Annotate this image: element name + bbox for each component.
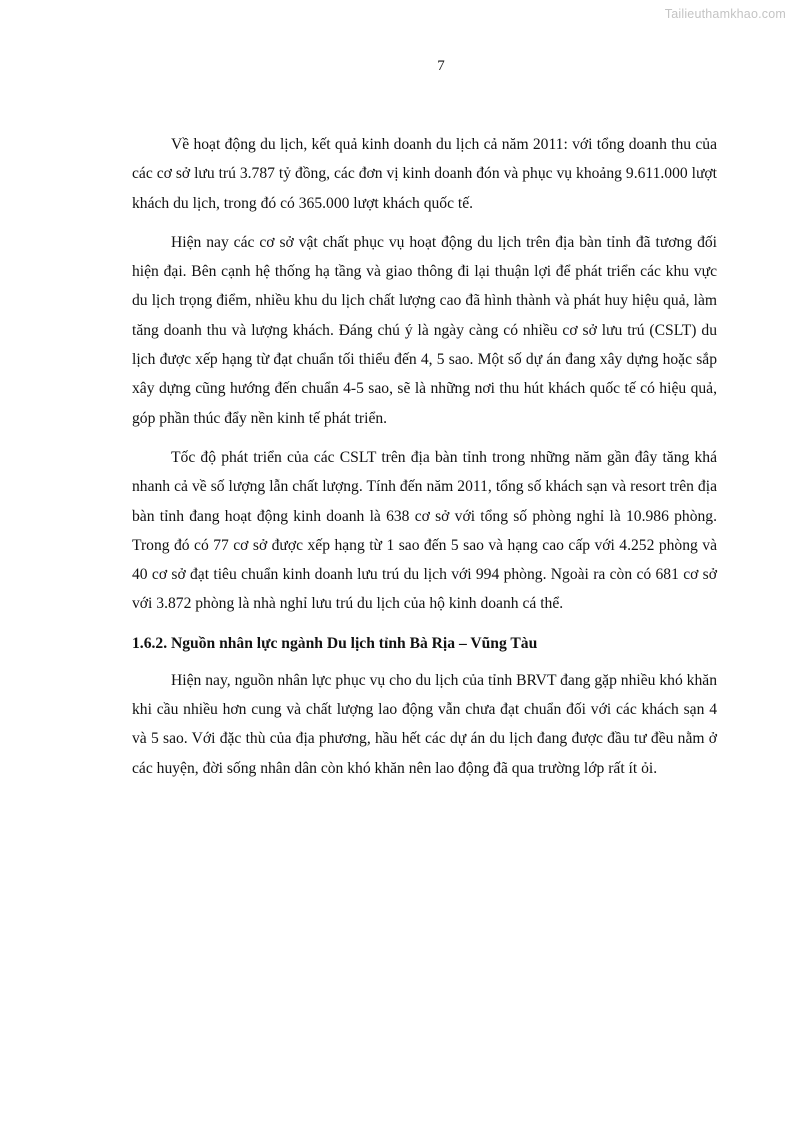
section-heading: 1.6.2. Nguồn nhân lực ngành Du lịch tỉnh Bà Rịa – Vũng Tàu: [132, 634, 538, 652]
watermark: Tailieuthamkhao.com: [664, 7, 786, 21]
page-number: 7: [437, 58, 445, 74]
paragraph-accommodation-growth: Tốc độ phát triển của các CSLT trên địa bàn tỉnh trong những năm gần đây tăng khá nhanh cả về số lượng lẫn chất lượng. Tính đến năm 2011, tổng số khách sạn và resort trên địa bàn tỉnh đang hoạt động kinh doanh là 638 cơ sở với tổng số phòng nghỉ là 10.986 phòng. Trong đó có 77 cơ sở được xếp hạng từ 1 sao đến 5 sao và hạng cao cấp với 4.252 phòng và 40 cơ sở đạt tiêu chuẩn kinh doanh lưu trú du lịch với 994 phòng. Ngoài ra còn có 681 cơ sở với 3.872 phòng là nhà nghỉ lưu trú du lịch của hộ kinh doanh cá thể.: [132, 448, 717, 613]
document-body: [132, 130, 717, 793]
paragraph-infrastructure: Hiện nay các cơ sở vật chất phục vụ hoạt động du lịch trên địa bàn tỉnh đã tương đối hiện đại. Bên cạnh hệ thống hạ tầng và giao thông đi lại thuận lợi để phát triển các khu vực du lịch trọng điểm, nhiều khu du lịch chất lượng cao đã hình thành và phát huy hiệu quả, làm tăng doanh thu và lượng khách. Đáng chú ý là ngày càng có nhiều cơ sở lưu trú (CSLT) du lịch được xếp hạng từ đạt chuẩn tối thiểu đến 4, 5 sao. Một số dự án đang xây dựng hoặc sắp xây dựng cũng hướng đến chuẩn 4-5 sao, sẽ là những nơi thu hút khách quốc tế có hiệu quả, góp phần thúc đẩy nền kinh tế phát triển.: [132, 233, 717, 427]
paragraph-human-resources: Hiện nay, nguồn nhân lực phục vụ cho du lịch của tỉnh BRVT đang gặp nhiều khó khăn khi cầu nhiều hơn cung và chất lượng lao động vẫn chưa đạt chuẩn đối với các khách sạn 4 và 5 sao. Với đặc thù của địa phương, hầu hết các dự án du lịch đang được đầu tư đều nằm ở các huyện, đời sống nhân dân còn khó khăn nên lao động đã qua trường lớp rất ít ỏi.: [132, 671, 717, 777]
paragraph-tourism-revenue: Về hoạt động du lịch, kết quả kinh doanh du lịch cả năm 2011: với tổng doanh thu của các cơ sở lưu trú 3.787 tỷ đồng, các đơn vị kinh doanh đón và phục vụ khoảng 9.611.000 lượt khách du lịch, trong đó có 365.000 lượt khách quốc tế.: [132, 136, 717, 212]
